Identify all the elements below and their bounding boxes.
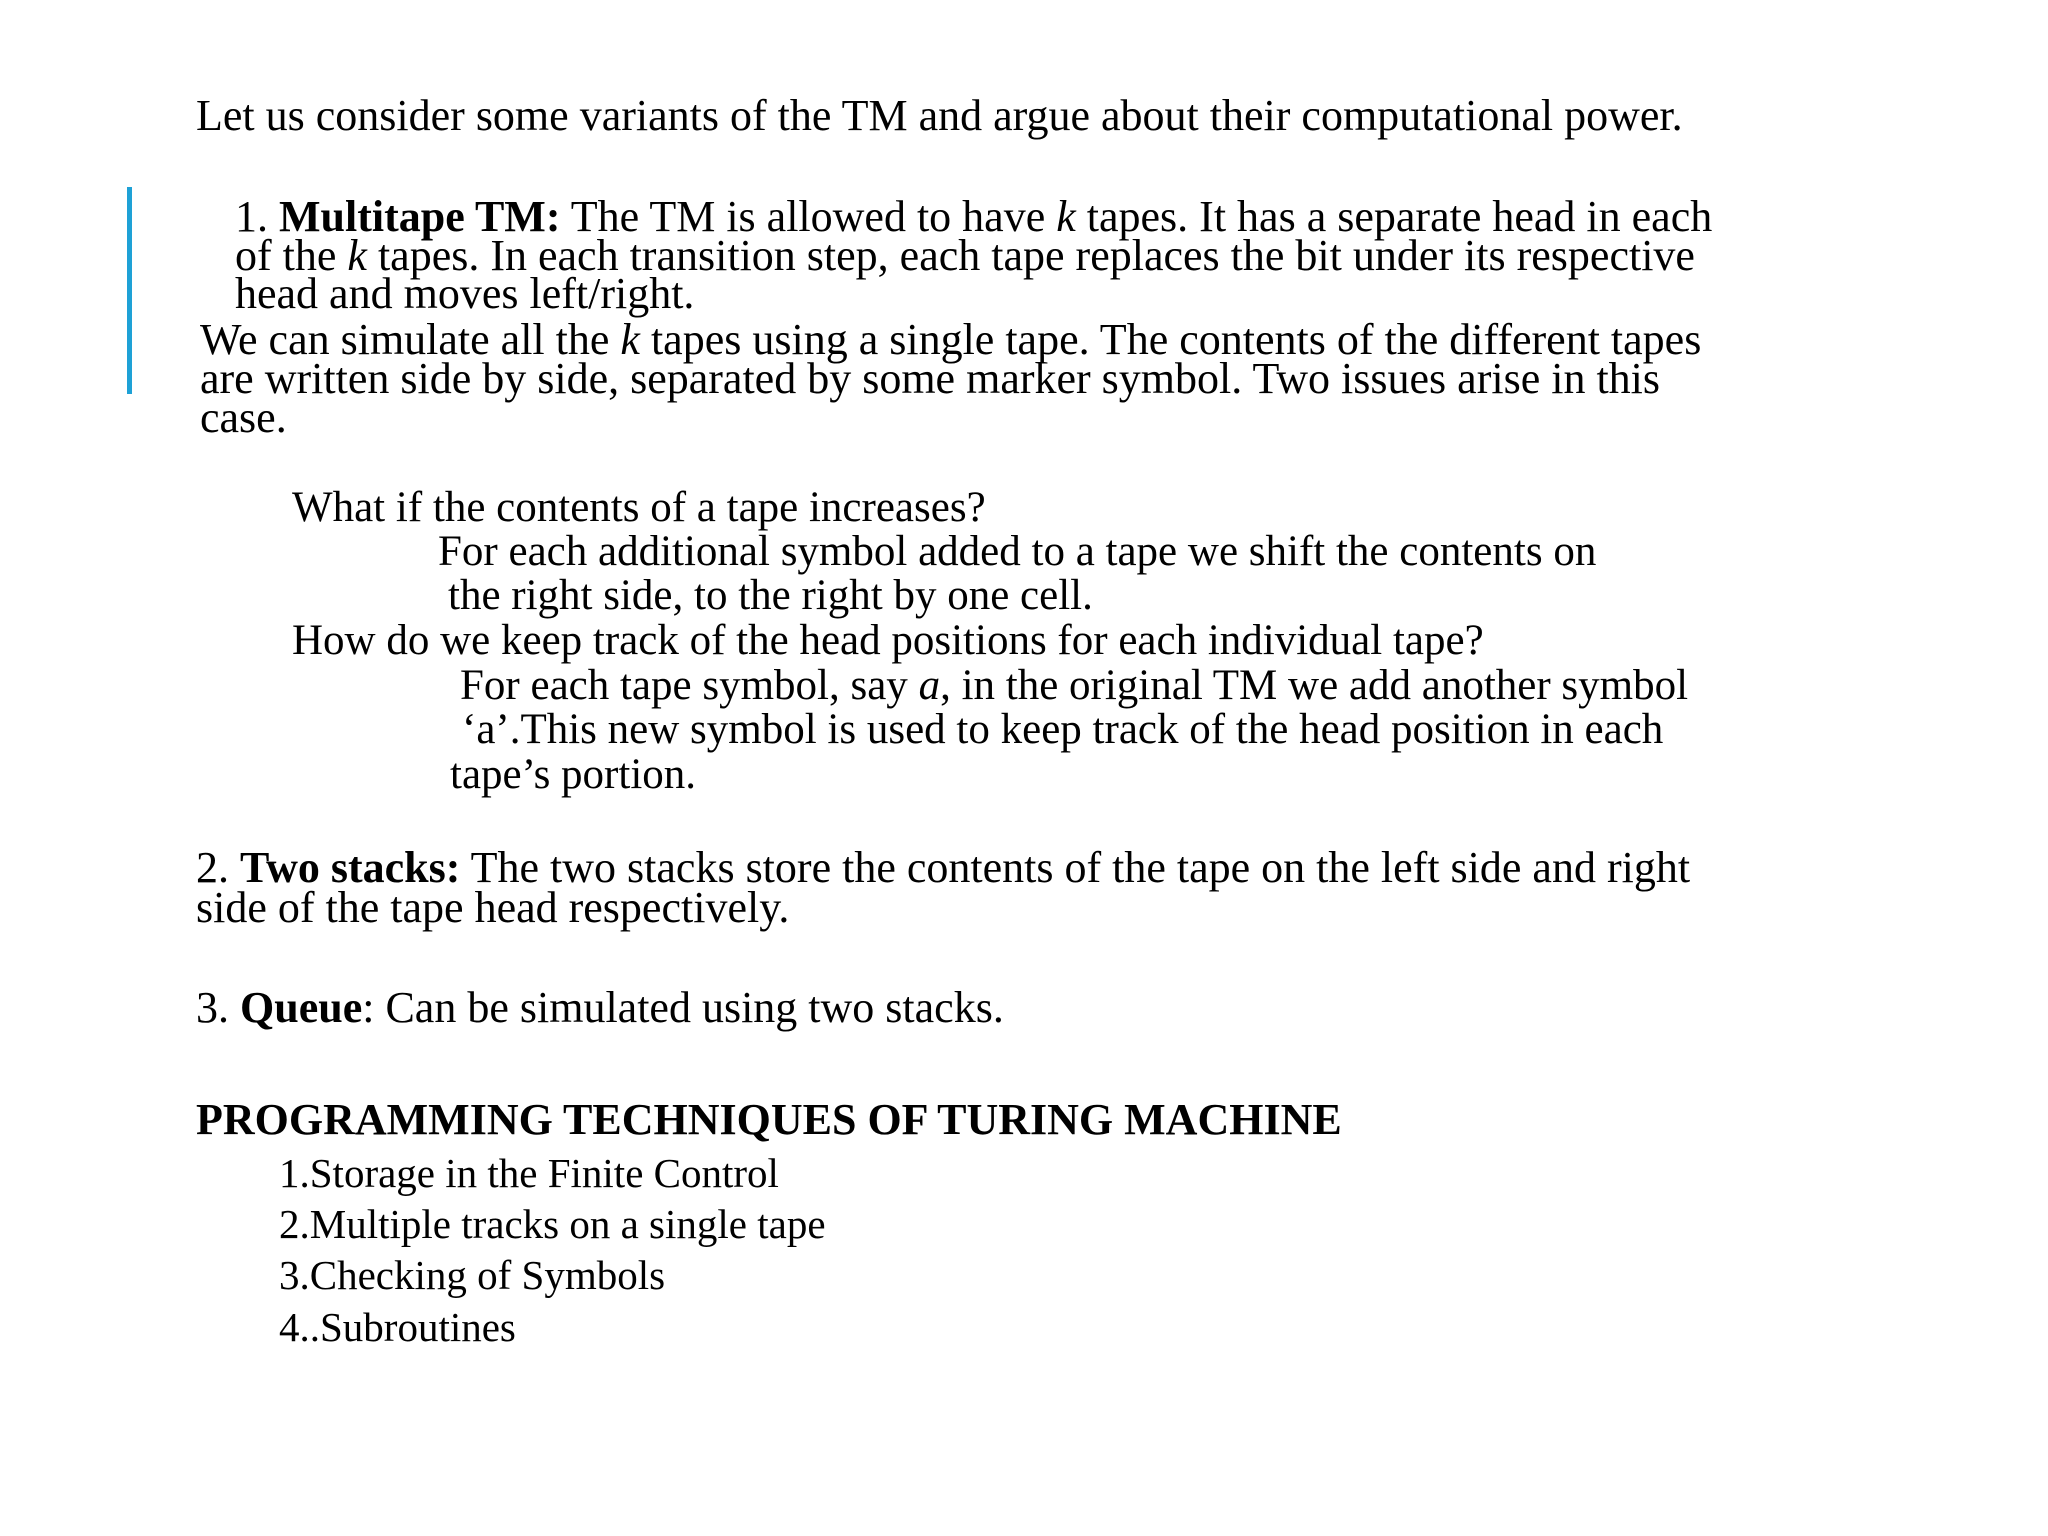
- item1-line3: head and moves left/right.: [235, 269, 695, 318]
- intro-text: Let us consider some variants of the TM and argue about their computational power.: [196, 91, 1683, 140]
- technique-item: 2.Multiple tracks on a single tape: [279, 1201, 826, 1247]
- techniques-heading: PROGRAMMING TECHNIQUES OF TURING MACHINE: [196, 1095, 1342, 1144]
- issue1-answer-line2: the right side, to the right by one cell.: [448, 572, 1093, 619]
- issue2-answer-line1-a: For each tape symbol, say: [460, 662, 919, 709]
- issue2-question: How do we keep track of the head positions for each individual tape?: [292, 617, 1484, 664]
- issue2-answer-line2: ‘a’.This new symbol is used to keep track of the head position in each: [462, 706, 1664, 753]
- technique-item: 4..Subroutines: [279, 1304, 516, 1350]
- simulate-line3: case.: [200, 393, 287, 442]
- item3-number: 3.: [196, 983, 240, 1032]
- item1-line1-b: tapes. It has a separate head in each: [1075, 192, 1713, 241]
- item3-line: [196, 983, 1004, 1032]
- item2-term: Two stacks:: [240, 843, 461, 892]
- item1-line1-a: The TM is allowed to have: [560, 192, 1057, 241]
- accent-bar: [127, 187, 132, 394]
- technique-item: 3.Checking of Symbols: [279, 1252, 666, 1298]
- item1-line2-a: of the: [235, 231, 348, 280]
- item1-var-k-2: k: [347, 231, 367, 280]
- technique-item: 1.Storage in the Finite Control: [279, 1150, 779, 1196]
- issue2-answer-line1: [460, 664, 1688, 707]
- item2-number: 2.: [196, 843, 240, 892]
- simulate-line2: are written side by side, separated by some marker symbol. Two issues arise in this: [200, 354, 1661, 403]
- item1-term: Multitape TM:: [279, 192, 561, 241]
- item1-line2-b: tapes. In each transition step, each tape replaces the bit under its respective: [366, 231, 1695, 280]
- issue1-question: What if the contents of a tape increases?: [292, 484, 986, 531]
- item1-var-k: k: [1056, 192, 1076, 241]
- item2-line1-rest: The two stacks store the contents of the tape on the left side and right: [460, 843, 1691, 892]
- simulate-line1-a: We can simulate all the: [200, 315, 621, 364]
- issue2-answer-line1-b: , in the original TM we add another symbol: [940, 662, 1689, 709]
- issue2-var-a: a: [918, 662, 941, 709]
- item3-term: Queue: [240, 983, 363, 1032]
- item3-rest: : Can be simulated using two stacks.: [362, 983, 1004, 1032]
- issue2-answer-line3: tape’s portion.: [450, 751, 697, 798]
- item2-line2: side of the tape head respectively.: [196, 883, 790, 932]
- issue1-answer-line1: For each additional symbol added to a tape we shift the contents on: [438, 528, 1597, 575]
- simulate-line1-b: tapes using a single tape. The contents of the different tapes: [639, 315, 1702, 364]
- simulate-var-k: k: [620, 315, 640, 364]
- item1-number: 1.: [235, 192, 279, 241]
